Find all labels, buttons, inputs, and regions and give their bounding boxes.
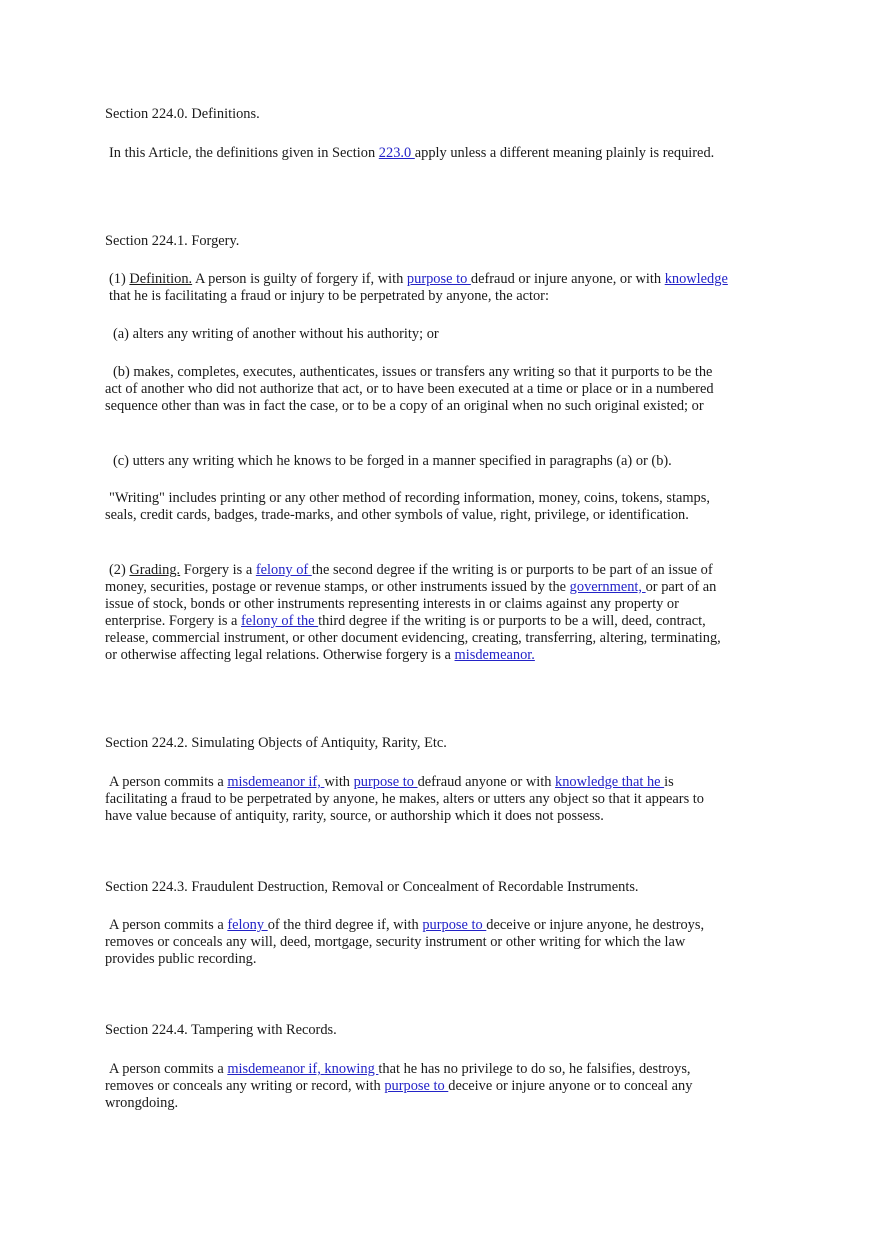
text: (2) [109, 562, 130, 578]
text: that he is facilitating a fraud or injury to be perpetrated by anyone, the actor: [109, 288, 549, 304]
text: the second degree if the writing is or purports to be part of an issue of money, securities, postage or revenue stamps, or other instruments issued by the [105, 562, 713, 595]
text: deceive or injure anyone or to conceal any wrongdoing. [105, 1078, 693, 1111]
text: A person commits a [109, 1061, 228, 1077]
paragraph [105, 917, 725, 968]
term-label: Definition. [129, 271, 193, 287]
definition-link[interactable]: misdemeanor. [454, 647, 535, 663]
paragraph [105, 1061, 725, 1112]
definition-link[interactable]: knowledge [664, 271, 728, 287]
text: defraud anyone or with [417, 774, 556, 790]
definition-link[interactable]: knowing [324, 1061, 379, 1077]
section-heading: Section 224.1. Forgery. [105, 233, 240, 249]
paragraph [105, 145, 729, 162]
definition-link[interactable]: felony of [255, 562, 312, 578]
definition-link[interactable]: felony [227, 917, 268, 933]
paragraph: (c) utters any writing which he knows to be forged in a manner specified in paragraphs (a) or (b). [113, 453, 672, 469]
text: deceive or injure anyone, he destroys, removes or conceals any will, deed, mortgage, security instrument or other writing for which the law provides public recording. [105, 917, 705, 967]
definition-link[interactable]: knowledge that he [555, 774, 665, 790]
definition-link[interactable]: purpose to [422, 917, 487, 933]
text: A person commits a [109, 774, 228, 790]
text: defraud or injure anyone, or with [470, 271, 665, 287]
definition-link[interactable]: purpose to [384, 1078, 449, 1094]
text: A person commits a [109, 917, 228, 933]
section-heading: Section 224.3. Fraudulent Destruction, Removal or Concealment of Recordable Instruments. [105, 879, 639, 895]
definition-link[interactable]: purpose to [353, 774, 418, 790]
paragraph [105, 562, 725, 664]
text: In this Article, the definitions given in Section [109, 145, 379, 161]
section-heading: Section 224.4. Tampering with Records. [105, 1022, 337, 1038]
section-heading: Section 224.2. Simulating Objects of Antiquity, Rarity, Etc. [105, 735, 447, 751]
text: (1) [109, 271, 130, 287]
cross-reference-link[interactable]: 223.0 [378, 145, 415, 161]
text: apply unless a different meaning plainly is required. [414, 145, 715, 161]
definition-link[interactable]: misdemeanor if, [227, 1061, 325, 1077]
text: Forgery is a [180, 562, 256, 578]
definition-link[interactable]: purpose to [406, 271, 471, 287]
definition-link[interactable]: felony of the [241, 613, 319, 629]
definition-link[interactable]: government, [569, 579, 646, 595]
text: or part of an issue of stock, bonds or other instruments representing interests in or claims against any property or enterprise. Forgery is a [105, 579, 717, 629]
paragraph: (a) alters any writing of another without his authority; or [113, 326, 439, 342]
definition-link[interactable]: misdemeanor if, [227, 774, 325, 790]
paragraph [105, 774, 725, 825]
text: is facilitating a fraud to be perpetrated by anyone, he makes, alters or utters any object so that it appears to have value because of antiquity, rarity, source, or authorship which it does not possess. [105, 774, 704, 824]
paragraph: "Writing" includes printing or any other method of recording information, money, coins, tokens, stamps, seals, credit cards, badges, trade-marks, and other symbols of value, right, privilege, or identification. [105, 490, 710, 523]
text: A person is guilty of forgery if, with [192, 271, 407, 287]
section-heading: Section 224.0. Definitions. [105, 106, 260, 122]
paragraph: (b) makes, completes, executes, authenticates, issues or transfers any writing so that it purports to be the act of another who did not authorize that act, or to have been executed at a time or place or in a numbered sequence other than was in fact the case, or to be a copy of an original when no such original existed; or [105, 364, 714, 414]
paragraph [105, 271, 729, 305]
text: with [324, 774, 354, 790]
term-label: Grading. [129, 562, 181, 578]
text: third degree if the writing is or purports to be a will, deed, contract, release, commercial instrument, or other document evidencing, creating, transferring, altering, terminating, or otherwise affecting legal relations. Otherwise forgery is a [105, 613, 721, 663]
text: that he has no privilege to do so, he falsifies, destroys, removes or conceals any writing or record, with [105, 1061, 691, 1094]
text: of the third degree if, with [267, 917, 423, 933]
